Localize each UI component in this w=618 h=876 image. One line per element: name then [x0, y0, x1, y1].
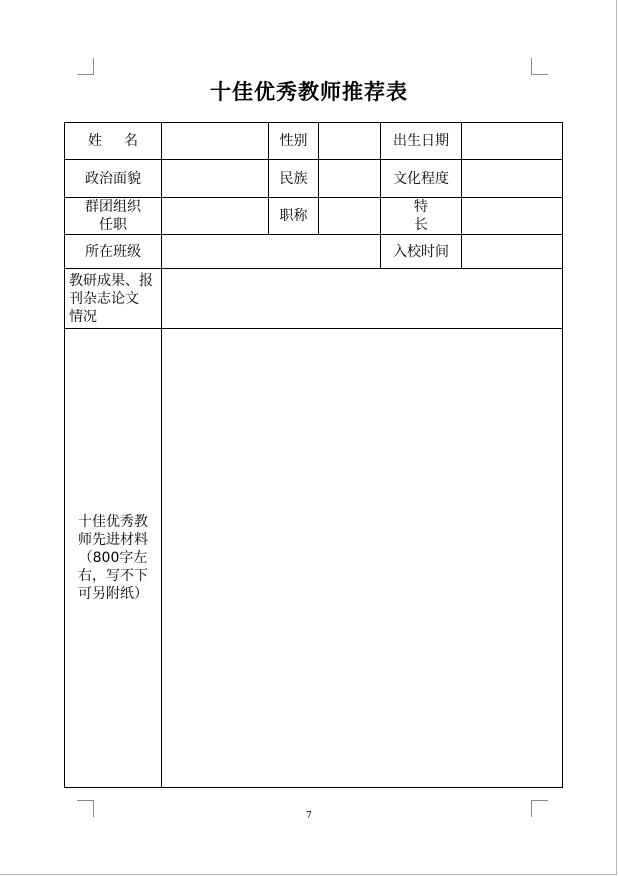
gender-label: 性别: [269, 123, 319, 160]
enroll-date-label: 入校时间: [381, 235, 462, 269]
form-row-political: [65, 160, 563, 198]
org-position-label-line2: 任职: [99, 217, 127, 233]
advanced-material-line5: 可另附纸）: [78, 586, 148, 602]
ethnicity-field[interactable]: [319, 160, 381, 198]
page-title: 十佳优秀教师推荐表: [210, 79, 408, 104]
achievements-label-line2: 刊杂志论文: [69, 291, 139, 307]
advanced-material-line1: 十佳优秀教: [78, 514, 148, 530]
enroll-date-field[interactable]: [462, 235, 563, 269]
class-label: 所在班级: [65, 235, 162, 269]
achievements-field[interactable]: [162, 269, 563, 329]
education-label: 文化程度: [381, 160, 462, 198]
job-title-field[interactable]: [319, 198, 381, 235]
form-row-organization: [65, 198, 563, 235]
achievements-label: [65, 269, 162, 329]
advanced-material-line4: 右，写不下: [78, 568, 148, 584]
class-field[interactable]: [162, 235, 381, 269]
page-number: 7: [306, 811, 312, 821]
political-status-field[interactable]: [162, 160, 269, 198]
achievements-label-line3: 情况: [69, 309, 97, 325]
crop-mark-top-left: [77, 58, 94, 75]
birth-date-label: 出生日期: [381, 123, 462, 160]
job-title-label: 职称: [269, 198, 319, 235]
advanced-material-field[interactable]: [162, 329, 563, 788]
advanced-material-line2: 师先进材料: [78, 532, 148, 548]
form-row-basic: [65, 123, 563, 160]
form-row-class: [65, 235, 563, 269]
political-status-label: 政治面貌: [65, 160, 162, 198]
name-field[interactable]: [162, 123, 269, 160]
achievements-label-line1: 教研成果、报: [69, 273, 153, 289]
org-position-field[interactable]: [162, 198, 269, 235]
org-position-label-line1: 群团组织: [85, 199, 141, 215]
advanced-material-line3: （800字左: [78, 550, 148, 566]
name-label: 姓名: [65, 123, 162, 160]
form-row-material: [65, 329, 563, 788]
ethnicity-label: 民族: [269, 160, 319, 198]
specialty-label: 特长: [381, 198, 462, 235]
recommendation-form-table: [64, 122, 563, 788]
specialty-field[interactable]: [462, 198, 563, 235]
crop-mark-top-right: [531, 58, 548, 75]
org-position-label: [65, 198, 162, 235]
advanced-material-label: [65, 329, 162, 788]
birth-date-field[interactable]: [462, 123, 563, 160]
gender-field[interactable]: [319, 123, 381, 160]
education-field[interactable]: [462, 160, 563, 198]
form-row-achievements: [65, 269, 563, 329]
